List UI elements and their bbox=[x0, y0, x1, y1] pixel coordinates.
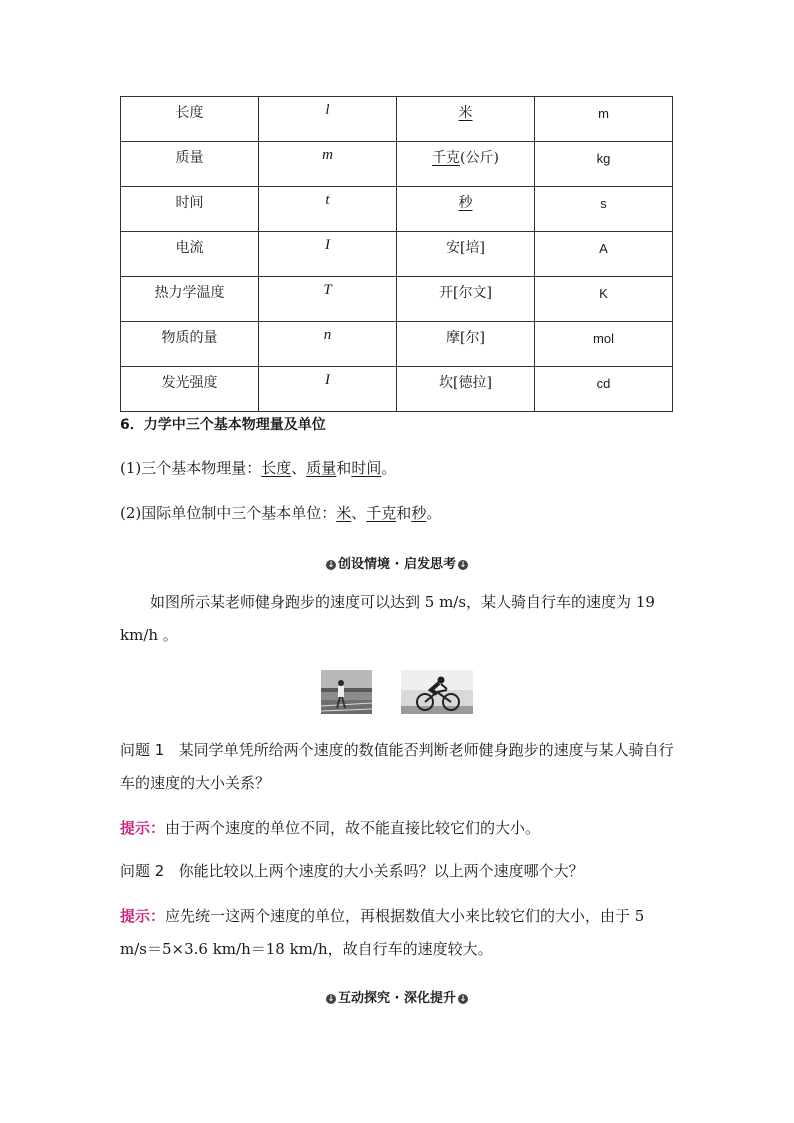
arrow-down-icon: ↓ bbox=[327, 560, 335, 569]
hint-2-label: 提示： bbox=[120, 907, 166, 925]
unit-name-suffix: (公斤) bbox=[460, 150, 499, 166]
unit-symbol-cell: m bbox=[535, 97, 673, 142]
section-6-heading: 6．力学中三个基本物理量及单位 bbox=[120, 417, 326, 433]
unit-name-cell bbox=[397, 187, 535, 232]
quantity-name-cell: 长度 bbox=[121, 97, 259, 142]
item-1-line bbox=[120, 457, 396, 478]
hint-1-label: 提示： bbox=[120, 819, 166, 837]
banner-create-scenario-text: 创设情境 · 启发思考 bbox=[338, 557, 456, 572]
item-2-sep: 、 bbox=[351, 504, 367, 522]
hint-2-text: 应先统一这两个速度的单位，再根据数值大小来比较它们的大小，由于 5 m/s＝5×3.6 km/h＝18 km/h，故自行车的速度较大。 bbox=[120, 907, 645, 958]
unit-name: 千克 bbox=[432, 150, 461, 166]
unit-name-cell bbox=[397, 232, 535, 277]
quantity-symbol-cell: m bbox=[259, 142, 397, 187]
runner-photo bbox=[321, 670, 372, 714]
table-row bbox=[121, 232, 673, 277]
hint-1-text: 由于两个速度的单位不同，故不能直接比较它们的大小。 bbox=[165, 819, 541, 837]
quantity-symbol-cell: l bbox=[259, 97, 397, 142]
arrow-down-icon: ↓ bbox=[327, 994, 335, 1003]
quantity-name-cell: 热力学温度 bbox=[121, 277, 259, 322]
quantity-symbol-cell: I bbox=[259, 367, 397, 412]
table-row bbox=[121, 322, 673, 367]
question-1-text: 某同学单凭所给两个速度的数值能否判断老师健身跑步的速度与某人骑自行车的速度的大小关系？ bbox=[120, 741, 674, 792]
unit-name: 秒 bbox=[458, 195, 473, 211]
item-1-length: 长度 bbox=[261, 459, 292, 477]
arrow-down-icon: ↓ bbox=[459, 560, 467, 569]
item-1-prefix: (1)三个基本物理量： bbox=[120, 459, 262, 477]
unit-name: 米 bbox=[458, 105, 473, 121]
table-row bbox=[121, 97, 673, 142]
arrow-down-icon: ↓ bbox=[459, 994, 467, 1003]
unit-symbol-cell: mol bbox=[535, 322, 673, 367]
item-2-end: 。 bbox=[426, 504, 442, 522]
cyclist-photo bbox=[401, 670, 473, 714]
hint-1 bbox=[120, 812, 676, 845]
item-1-and: 和 bbox=[336, 459, 352, 477]
item-2-meter: 米 bbox=[336, 504, 352, 522]
intro-paragraph: 如图所示某老师健身跑步的速度可以达到 5 m/s，某人骑自行车的速度为 19 km/h 。 bbox=[120, 593, 655, 644]
item-1-mass: 质量 bbox=[306, 459, 337, 477]
unit-symbol-cell: K bbox=[535, 277, 673, 322]
quantity-symbol-cell: I bbox=[259, 232, 397, 277]
question-2-text: 你能比较以上两个速度的大小关系吗？以上两个速度哪个大？ bbox=[178, 862, 584, 880]
quantity-symbol-cell: n bbox=[259, 322, 397, 367]
quantity-symbol-cell: t bbox=[259, 187, 397, 232]
unit-name-cell bbox=[397, 322, 535, 367]
unit-name: 坎[德拉] bbox=[439, 375, 492, 391]
quantity-name-cell: 时间 bbox=[121, 187, 259, 232]
table-row bbox=[121, 142, 673, 187]
question-2 bbox=[120, 855, 676, 888]
quantity-name-cell: 质量 bbox=[121, 142, 259, 187]
unit-name: 摩[尔] bbox=[446, 330, 485, 346]
unit-name: 开[尔文] bbox=[439, 285, 492, 301]
item-2-line bbox=[120, 502, 441, 523]
table-row bbox=[121, 187, 673, 232]
item-2-and: 和 bbox=[396, 504, 412, 522]
question-1 bbox=[120, 734, 676, 800]
table-row bbox=[121, 277, 673, 322]
unit-name-cell bbox=[397, 142, 535, 187]
unit-symbol-cell: kg bbox=[535, 142, 673, 187]
question-2-label: 问题 2 bbox=[120, 862, 165, 880]
unit-symbol-cell: cd bbox=[535, 367, 673, 412]
quantity-symbol-cell: T bbox=[259, 277, 397, 322]
item-1-end: 。 bbox=[381, 459, 397, 477]
banner-interactive-explore-text: 互动探究 · 深化提升 bbox=[338, 991, 456, 1006]
item-2-prefix: (2)国际单位制中三个基本单位： bbox=[120, 504, 337, 522]
banner-create-scenario bbox=[0, 553, 794, 572]
question-1-label: 问题 1 bbox=[120, 741, 165, 759]
item-2-second: 秒 bbox=[411, 504, 427, 522]
quantity-name-cell: 物质的量 bbox=[121, 322, 259, 367]
unit-symbol-cell: s bbox=[535, 187, 673, 232]
item-1-time: 时间 bbox=[351, 459, 382, 477]
banner-interactive-explore bbox=[0, 987, 794, 1006]
unit-name-cell bbox=[397, 277, 535, 322]
si-units-table bbox=[120, 96, 673, 412]
hint-2 bbox=[120, 900, 676, 966]
unit-name-cell bbox=[397, 97, 535, 142]
table-row bbox=[121, 367, 673, 412]
item-2-kilogram: 千克 bbox=[366, 504, 397, 522]
item-1-sep: 、 bbox=[291, 459, 307, 477]
quantity-name-cell: 发光强度 bbox=[121, 367, 259, 412]
unit-name: 安[培] bbox=[446, 240, 485, 256]
quantity-name-cell: 电流 bbox=[121, 232, 259, 277]
unit-name-cell bbox=[397, 367, 535, 412]
unit-symbol-cell: A bbox=[535, 232, 673, 277]
